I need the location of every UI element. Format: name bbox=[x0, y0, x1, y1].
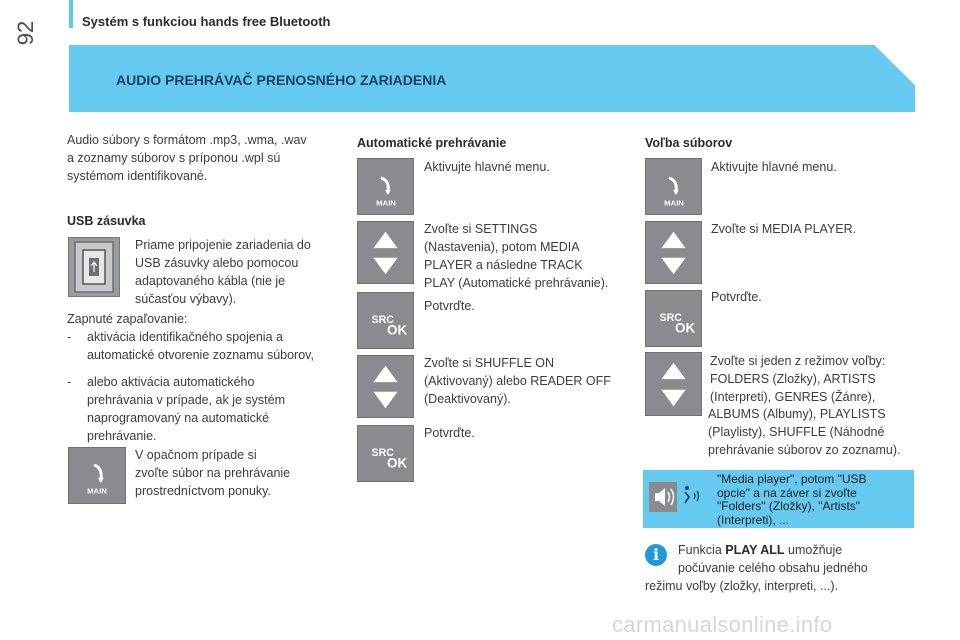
list-item: - aktivácia identifikačného spojenia a automatické otvorenie zoznamu súborov, bbox=[67, 330, 314, 362]
voice-note-text: "Media player", potom "USB opcie" a na záver si zvoľte "Folders" (Zložky), "Artists" (Interpreti), ... bbox=[717, 472, 867, 527]
ignition-block: Zapnuté zapaľovanie: - aktivácia identifikačného spojenia a automatické otvorenie zoznamu súborov, - alebo aktivácia automatického prehrávania v prípade, ak je systém naprogramovaný na automatické prehrávanie. bbox=[67, 310, 347, 445]
intro-text: Audio súbory s formátom .mp3, .wma, .wav a zoznamy súborov s príponou .wpl sú systémom identifikované. bbox=[67, 133, 307, 183]
main-label: MAIN bbox=[87, 486, 107, 496]
up-down-arrows-icon bbox=[357, 221, 414, 284]
ok-label: OK bbox=[386, 455, 408, 471]
main-button-icon bbox=[645, 158, 702, 215]
ok-label: OK bbox=[674, 320, 696, 336]
src-ok-button-icon bbox=[357, 292, 414, 349]
header-accent-bar bbox=[69, 0, 73, 28]
voice-speak-icon bbox=[682, 484, 704, 510]
otherwise-text: V opačnom prípade si zvoľte súbor na prehrávanie prostredníctvom ponuky. bbox=[135, 448, 291, 498]
section-title: Systém s funkciou hands free Bluetooth bbox=[82, 14, 331, 29]
step-text: Zvoľte si SETTINGS (Nastavenia), potom MEDIA PLAYER a následne TRACK PLAY (Automatické prehrávanie). bbox=[424, 222, 609, 290]
step-text: Aktivujte hlavné menu. bbox=[424, 160, 550, 174]
src-label: SRC bbox=[371, 313, 394, 326]
auto-play-heading: Automatické prehrávanie bbox=[357, 136, 507, 150]
info-text: Funkcia PLAY ALL umožňuje počúvanie celého obsahu jedného bbox=[678, 543, 868, 575]
up-down-arrows-icon bbox=[645, 352, 702, 416]
step-text-continued: ALBUMS (Albumy), PLAYLISTS (Playlisty), SHUFFLE (Náhodné prehrávanie súborov zo zoznamu). bbox=[708, 407, 901, 457]
step-text: Potvrďte. bbox=[711, 290, 762, 304]
info-text-continued: režimu voľby (zložky, interpreti, ...). bbox=[645, 579, 839, 593]
info-icon: i bbox=[645, 544, 667, 566]
usb-heading: USB zásuvka bbox=[67, 214, 146, 228]
ok-label: OK bbox=[386, 322, 408, 338]
src-ok-button-icon bbox=[357, 425, 414, 482]
usb-text: Priame pripojenie zariadenia do USB zásuvky alebo pomocou adaptovaného kábla (nie je súčasťou výbavy). bbox=[135, 238, 311, 306]
usb-port-icon bbox=[68, 237, 120, 297]
main-label: MAIN bbox=[376, 198, 396, 208]
step-text: Zvoľte si jeden z režimov voľby: FOLDERS (Zložky), ARTISTS (Interpreti), GENRES (Žánre), bbox=[710, 354, 886, 404]
main-label: MAIN bbox=[664, 198, 684, 208]
step-text: Zvoľte si MEDIA PLAYER. bbox=[711, 222, 857, 236]
step-text: Potvrďte. bbox=[424, 299, 475, 313]
up-down-arrows-icon bbox=[357, 355, 414, 418]
main-button-icon bbox=[68, 447, 126, 504]
page-number: 92 bbox=[13, 20, 38, 46]
file-selection-heading: Voľba súborov bbox=[645, 136, 733, 150]
list-item: - alebo aktivácia automatického prehrávania v prípade, ak je systém naprogramovaný na automatické prehrávanie. bbox=[67, 375, 286, 443]
main-button-icon bbox=[357, 158, 414, 215]
up-down-arrows-icon bbox=[645, 221, 702, 284]
watermark: carmanualsonline.info bbox=[612, 612, 833, 637]
src-label: SRC bbox=[371, 446, 394, 459]
step-text: Zvoľte si SHUFFLE ON (Aktivovaný) alebo READER OFF (Deaktivovaný). bbox=[424, 356, 611, 406]
step-text: Aktivujte hlavné menu. bbox=[711, 160, 837, 174]
voice-command-icon bbox=[649, 482, 677, 512]
step-text: Potvrďte. bbox=[424, 426, 475, 440]
src-label: SRC bbox=[659, 311, 682, 324]
banner-title: AUDIO PREHRÁVAČ PRENOSNÉHO ZARIADENIA bbox=[116, 72, 447, 88]
src-ok-button-icon bbox=[645, 290, 702, 347]
